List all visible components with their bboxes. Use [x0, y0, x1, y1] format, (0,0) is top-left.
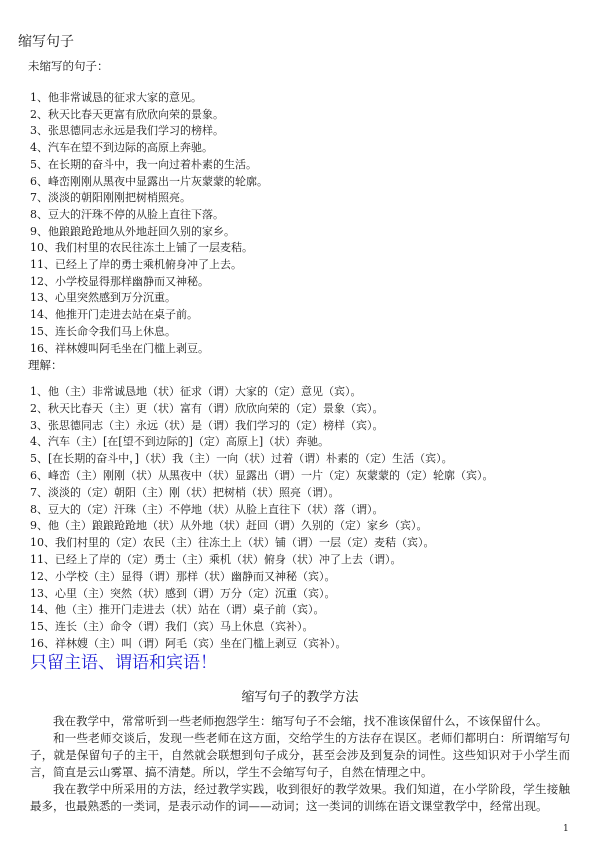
original-sentence: 14、他推开门走进去站在桌子前。 — [30, 308, 198, 322]
original-sentence: 5、在长期的奋斗中，我一向过着朴素的生活。 — [30, 157, 257, 171]
original-sentence: 2、秋天比春天更富有欣欣向荣的景象。 — [30, 107, 224, 121]
analysis-sentence: 15、连长（主）命令（谓）我们（宾）马上休息（宾补）。 — [30, 620, 314, 634]
document-title: 缩写句子 — [18, 34, 74, 50]
original-sentence: 7、淡淡的朝阳刚刚把树梢照亮。 — [30, 191, 191, 205]
original-sentence: 11、已经上了岸的勇士乘机俯身冲了上去。 — [30, 258, 242, 272]
original-sentence: 9、他踉踉跄跄地从外地赶回久别的家乡。 — [30, 224, 235, 238]
paragraph-2: 和一些老师交谈后，发现一些老师在这方面，交给学生的方法存在误区。老师们都明白：所谓缩写句子，就是保留句子的主干，自然就会联想到句子成分，甚至会涉及到复杂的词性。这些知识对于小学生而言，简直是云山雾罩、搞不清楚。所以，学生不会缩写句子，自然在情理之中。 — [30, 731, 570, 779]
article-title: 缩写句子的教学方法 — [241, 690, 359, 705]
page-number: 1 — [563, 824, 569, 834]
original-sentence: 1、他非常诚恳的征求大家的意见。 — [30, 91, 202, 104]
analysis-sentence: 13、心里（主）突然（状）感到（谓）万分（定）沉重（宾）。 — [30, 586, 336, 600]
original-sentence: 15、连长命令我们马上休息。 — [30, 324, 176, 338]
analysis-sentence: 5、[在长期的奋斗中，]（状）我（主）一向（状）过着（谓）朴素的（定）生活（宾）。 — [30, 452, 453, 466]
original-sentence: 16、祥林嫂叫阿毛坐在门槛上剥豆。 — [30, 341, 209, 355]
analysis-sentence: 2、秋天比春天（主）更（状）富有（谓）欣欣向荣的（定）景象（宾）。 — [30, 401, 384, 415]
analysis-sentence: 4、汽车（主）[在[望不到边际的]（定）高原上]（状）奔驰。 — [30, 435, 330, 449]
original-sentence: 8、豆大的汗珠不停的从脸上直往下落。 — [30, 207, 224, 221]
analysis-sentence: 7、淡淡的（定）朝阳（主）刚（状）把树梢（状）照亮（谓）。 — [30, 485, 340, 499]
analysis-sentence: 12、小学校（主）显得（谓）那样（状）幽静而又神秘（宾）。 — [30, 569, 336, 583]
analysis-sentence: 6、峰峦（主）刚刚（状）从黑夜中（状）显露出（谓）一片（定）灰蒙蒙的（定）轮廓（宾）。 — [30, 468, 494, 482]
analysis-sentence: 11、已经上了岸的（定）勇士（主）乘机（状）俯身（状）冲了上去（谓）。 — [30, 552, 402, 566]
original-sentences-label: 未缩写的句子： — [28, 59, 109, 73]
original-sentence: 13、心里突然感到万分沉重。 — [30, 291, 176, 305]
original-sentence: 6、峰峦刚刚从黑夜中显露出一片灰蒙蒙的轮廓。 — [30, 174, 268, 188]
analysis-sentence: 9、他（主）踉踉跄跄地（状）从外地（状）赶回（谓）久别的（定）家乡（宾）。 — [30, 519, 428, 533]
original-sentence: 10、我们村里的农民往冻土上铺了一层麦秸。 — [30, 241, 253, 255]
analysis-sentence: 10、我们村里的（定）农民（主）往冻土上（状）铺（谓）一层（定）麦秸（宾）。 — [30, 536, 435, 550]
analysis-sentence: 16、祥林嫂（主）叫（谓）阿毛（宾）坐在门槛上剥豆（宾补）。 — [30, 636, 347, 650]
paragraph-1: 我在教学中，常常听到一些老师抱怨学生：缩写句子不会缩，找不准该保留什么，不该保留什么。 — [53, 714, 548, 728]
headline: 只留主语、谓语和宾语！ — [30, 653, 217, 673]
original-sentence: 3、张思德同志永远是我们学习的榜样。 — [30, 124, 224, 138]
paragraph-3: 我在教学中所采用的方法，经过教学实践，收到很好的教学效果。我们知道，在小学阶段，学生接触最多，也最熟悉的一类词，是表示动作的词——动词；这一类词的训练在语文课堂教学中，经常出现。 — [30, 782, 570, 813]
analysis-sentence: 14、他（主）推开门走进去（状）站在（谓）桌子前（宾）。 — [30, 603, 325, 617]
analysis-sentence: 8、豆大的（定）汗珠（主）不停地（状）从脸上直往下（状）落（谓）。 — [30, 502, 384, 516]
original-sentence: 4、汽车在望不到边际的高原上奔驰。 — [30, 141, 213, 155]
analysis-sentence: 1、他（主）非常诚恳地（状）征求（谓）大家的（定）意见（宾）。 — [30, 385, 362, 398]
original-sentences-list — [30, 90, 268, 357]
analysis-sentence: 3、张思德同志（主）永远（状）是（谓）我们学习的（定）榜样（宾）。 — [30, 418, 384, 432]
analysis-label: 理解： — [28, 358, 63, 372]
analysis-sentences-list — [30, 384, 494, 653]
original-sentence: 12、小学校显得那样幽静而又神秘。 — [30, 274, 209, 288]
